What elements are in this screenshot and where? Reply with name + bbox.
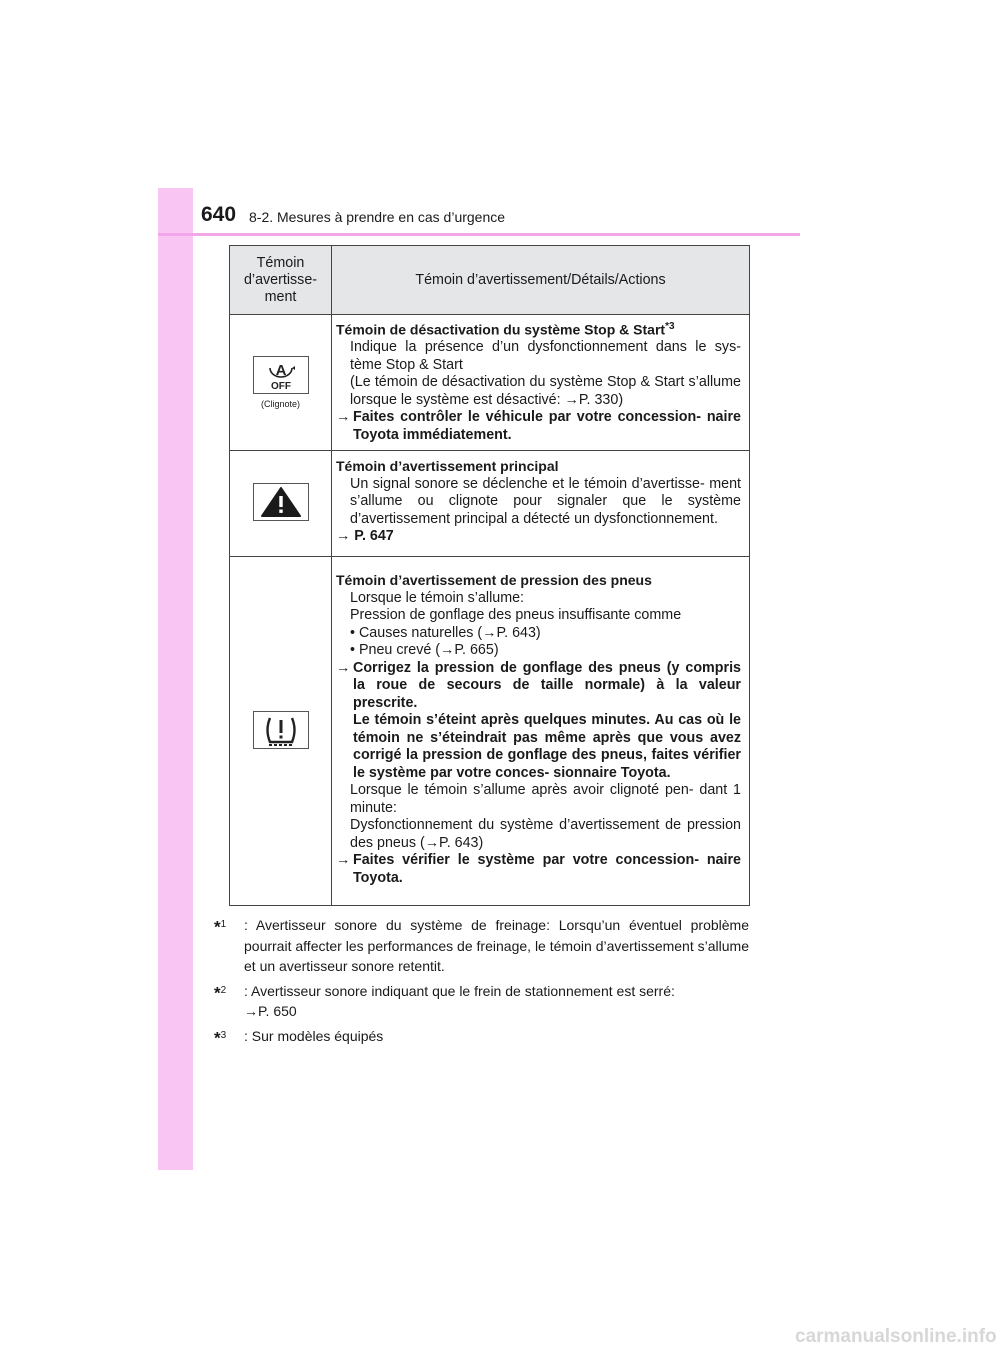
table-row	[230, 557, 750, 906]
list-item: • Pneu crevé (→P. 665)	[350, 642, 499, 659]
col-header-details: Témoin d’avertissement/Détails/Actions	[332, 246, 750, 315]
list-item: • Causes naturelles (→P. 643)	[350, 624, 541, 641]
details-cell	[332, 557, 750, 906]
row-action: → P. 647	[336, 528, 394, 545]
table-row	[230, 315, 750, 451]
footnote: *$^1$ : Avertisseur sonore du système de freinage: Lorsqu’un éventuel problème pourrait affecter les performances de freinage, le témoin d’avertissement s’allume et un avertisseur sonore retentit.	[214, 917, 749, 974]
watermark: carmanualsonline.info	[795, 1326, 997, 1347]
row-description: (Le témoin de désactivation du système Stop & Start s’allume lorsque le système est désactivé: →P. 330)	[350, 374, 741, 408]
row-description: Indique la présence d’un dysfonctionnement dans le sys- tème Stop & Start	[350, 339, 741, 373]
row-action: → Corrigez la pression de gonflage des pneus (y compris la roue de secours de taille normale) à la valeur prescrite. Le témoin s’éteint après quelques minutes. Au cas où le témoin ne s’éteindrait pas même après que vous avez corrigé la pression de gonflage des pneus, faites vérifier le système par votre conces- sionnaire Toyota.	[336, 659, 741, 781]
off-label: OFF	[270, 381, 291, 393]
condition-text: Lorsque le témoin s’allume après avoir clignoté pen- dant 1 minute:	[350, 782, 741, 816]
details-cell	[332, 315, 750, 451]
header-rule	[158, 233, 800, 236]
icon-cell	[230, 557, 332, 906]
footnote: *$^3$ : Sur modèles équipés	[214, 1027, 384, 1048]
master-warning-icon	[253, 483, 309, 521]
chapter-tab-band	[158, 188, 193, 1170]
arrow-icon: →	[336, 409, 351, 426]
row-action: → Faites contrôler le véhicule par votre concession- naire Toyota immédiatement.	[336, 409, 741, 443]
row-action: → Faites vérifier le système par votre concession- naire Toyota.	[336, 852, 741, 886]
row-title: Témoin d’avertissement de pression des pneus	[336, 572, 652, 589]
arrow-icon: →	[336, 852, 351, 869]
page-reference: →P. 650	[244, 1003, 297, 1019]
condition-text: Lorsque le témoin s’allume:	[350, 589, 525, 606]
table-row	[230, 451, 750, 557]
row-description: Un signal sonore se déclenche et le témoin d’avertisse- ment s’allume ou clignote pour signaler que le système d’avertissement principal a détecté un dysfonctionnement.	[350, 475, 741, 527]
footnote-ref: *3	[665, 321, 675, 332]
row-title: Témoin de désactivation du système Stop & Start$^{*3}$	[336, 321, 675, 338]
icon-caption: (Clignote)	[260, 399, 300, 410]
row-title: Témoin d’avertissement principal	[336, 458, 559, 475]
details-cell	[332, 451, 750, 557]
footnote: *$^2$ : Avertisseur sonore indiquant que le frein de stationnement est serré: →P. 650	[214, 982, 675, 1019]
footnotes	[214, 915, 749, 1050]
icon-cell	[230, 451, 332, 557]
svg-text:A: A	[275, 362, 286, 380]
section-title: 8-2. Mesures à prendre en cas d’urgence	[249, 209, 506, 225]
stop-start-off-icon	[253, 356, 309, 394]
arrow-icon: →	[336, 659, 351, 676]
condition-text: Pression de gonflage des pneus insuffisante comme	[350, 607, 682, 624]
table-header-row	[230, 246, 750, 315]
tire-pressure-icon	[253, 711, 309, 749]
condition-text: Dysfonctionnement du système d’avertissement de pression des pneus (→P. 643)	[350, 817, 741, 851]
page-number: 640	[201, 203, 237, 226]
warning-light-table	[229, 245, 750, 906]
col-header-light: Témoin d’avertisse- ment	[230, 246, 332, 315]
icon-cell	[230, 315, 332, 451]
